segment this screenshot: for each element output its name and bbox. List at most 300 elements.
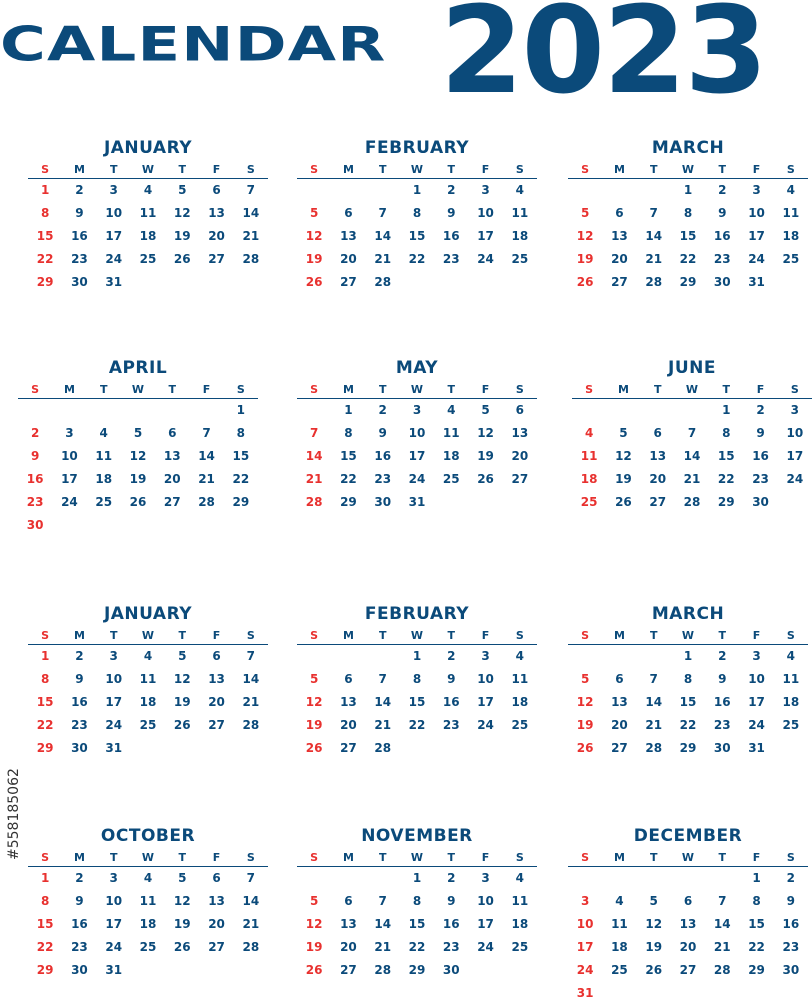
day-cell: 21	[242, 695, 260, 709]
day-cell: 16	[442, 229, 460, 243]
day-cell: 27	[611, 741, 628, 755]
day-cell: 23	[71, 252, 88, 266]
day-cell: 10	[477, 206, 494, 220]
day-cell: 17	[105, 695, 123, 709]
weekday-label: S	[310, 382, 319, 396]
day-cell: 29	[232, 495, 250, 509]
month-6	[572, 356, 812, 514]
day-cell: 29	[340, 495, 357, 509]
day-cell: 13	[511, 426, 529, 440]
weekday-label: M	[342, 162, 354, 176]
weekday-label: W	[141, 162, 155, 176]
day-cell: 25	[611, 963, 628, 977]
weekday-label: S	[581, 850, 590, 864]
weekday-label: T	[378, 628, 387, 642]
empty-cell	[568, 645, 602, 668]
month-3	[568, 136, 808, 294]
day-cell: 7	[378, 206, 387, 220]
day-cell: 27	[340, 963, 357, 977]
month-8	[297, 602, 537, 760]
day-cell: 11	[95, 449, 113, 463]
day-cell: 17	[748, 229, 765, 243]
weekday-label: S	[31, 382, 40, 396]
day-cell: 11	[139, 894, 157, 908]
day-grid	[297, 179, 537, 294]
weekday-label: S	[786, 850, 795, 864]
empty-cell	[572, 399, 606, 422]
day-cell: 19	[173, 229, 191, 243]
empty-cell	[675, 399, 709, 422]
day-cell: 8	[412, 206, 422, 220]
day-cell: 2	[447, 871, 456, 885]
weekday-label: F	[481, 628, 490, 642]
weekday-label: F	[212, 628, 221, 642]
day-grid	[28, 179, 268, 294]
weekday-label: W	[410, 628, 424, 642]
weekday-header	[28, 626, 268, 645]
day-cell: 12	[576, 695, 594, 709]
weekday-label: W	[681, 162, 695, 176]
empty-cell	[331, 645, 365, 668]
day-cell: 12	[477, 426, 494, 440]
weekday-label: W	[410, 382, 424, 396]
day-cell: 23	[26, 495, 44, 509]
day-cell: 21	[374, 252, 392, 266]
day-cell: 19	[477, 449, 494, 463]
day-cell: 24	[477, 252, 494, 266]
day-cell: 14	[242, 894, 260, 908]
day-cell: 17	[477, 695, 494, 709]
day-cell: 19	[173, 695, 191, 709]
day-cell: 17	[408, 449, 426, 463]
day-cell: 30	[71, 741, 88, 755]
day-cell: 25	[139, 718, 157, 732]
empty-cell	[189, 399, 223, 422]
day-cell: 30	[374, 495, 392, 509]
day-cell: 29	[748, 963, 765, 977]
day-cell: 26	[305, 963, 323, 977]
day-cell: 28	[242, 252, 260, 266]
day-cell: 1	[40, 649, 50, 663]
day-cell: 30	[782, 963, 800, 977]
day-cell: 22	[717, 472, 735, 486]
day-cell: 15	[408, 695, 426, 709]
day-cell: 7	[309, 426, 319, 440]
day-cell: 25	[511, 718, 529, 732]
day-cell: 2	[75, 871, 84, 885]
day-cell: 17	[105, 229, 123, 243]
weekday-label: M	[342, 628, 354, 642]
weekday-label: M	[73, 162, 85, 176]
day-cell: 5	[133, 426, 143, 440]
day-cell: 11	[511, 894, 529, 908]
empty-cell	[602, 867, 636, 890]
weekday-label: S	[790, 382, 799, 396]
weekday-label: S	[41, 162, 50, 176]
weekday-label: M	[73, 628, 85, 642]
day-cell: 21	[713, 940, 731, 954]
day-cell: 11	[139, 206, 157, 220]
day-cell: 22	[232, 472, 250, 486]
empty-cell	[87, 399, 121, 422]
day-cell: 9	[75, 672, 84, 686]
day-cell: 1	[752, 871, 761, 885]
empty-cell	[331, 867, 365, 890]
month-11	[297, 824, 537, 982]
weekday-label: T	[378, 162, 387, 176]
day-cell: 31	[105, 275, 123, 289]
weekday-header	[18, 380, 258, 399]
weekday-header	[568, 626, 808, 645]
day-cell: 28	[374, 741, 392, 755]
day-grid	[297, 645, 537, 760]
day-cell: 4	[515, 183, 525, 197]
day-cell: 18	[611, 940, 628, 954]
day-cell: 6	[212, 183, 221, 197]
day-cell: 21	[242, 229, 260, 243]
day-cell: 25	[511, 252, 529, 266]
day-cell: 16	[782, 917, 800, 931]
day-cell: 14	[645, 229, 663, 243]
day-cell: 12	[173, 206, 191, 220]
day-cell: 14	[305, 449, 323, 463]
weekday-label: S	[310, 628, 319, 642]
weekday-label: S	[581, 162, 590, 176]
weekday-label: T	[649, 850, 658, 864]
month-9	[568, 602, 808, 760]
weekday-label: S	[310, 850, 319, 864]
day-cell: 26	[173, 252, 191, 266]
weekday-label: T	[722, 382, 731, 396]
day-cell: 24	[477, 718, 494, 732]
weekday-label: W	[141, 628, 155, 642]
day-cell: 15	[748, 917, 765, 931]
day-cell: 19	[129, 472, 147, 486]
weekday-label: T	[718, 850, 727, 864]
month-name: FEBRUARY	[364, 604, 470, 624]
day-cell: 7	[378, 672, 387, 686]
day-cell: 4	[143, 871, 153, 885]
day-cell: 16	[374, 449, 392, 463]
weekday-label: F	[752, 162, 761, 176]
day-cell: 2	[75, 183, 84, 197]
day-cell: 25	[782, 252, 800, 266]
day-cell: 12	[173, 894, 191, 908]
weekday-label: F	[212, 162, 221, 176]
day-cell: 26	[305, 741, 323, 755]
calendar-title: CALENDAR	[0, 18, 387, 73]
day-cell: 8	[344, 426, 353, 440]
day-cell: 8	[683, 206, 693, 220]
day-cell: 10	[477, 672, 494, 686]
day-cell: 17	[61, 472, 78, 486]
day-cell: 20	[340, 252, 357, 266]
day-cell: 20	[611, 718, 628, 732]
day-cell: 27	[611, 275, 628, 289]
day-cell: 4	[447, 403, 456, 417]
day-cell: 28	[645, 741, 663, 755]
day-cell: 23	[442, 940, 460, 954]
day-cell: 22	[340, 472, 357, 486]
day-cell: 30	[713, 275, 731, 289]
day-cell: 13	[208, 206, 225, 220]
day-cell: 10	[576, 917, 594, 931]
weekday-label: S	[246, 628, 255, 642]
day-cell: 14	[242, 672, 260, 686]
weekday-label: M	[342, 382, 354, 396]
day-cell: 15	[340, 449, 357, 463]
day-cell: 2	[447, 183, 456, 197]
day-cell: 16	[713, 229, 731, 243]
weekday-label: F	[752, 850, 761, 864]
month-12	[568, 824, 808, 1005]
weekday-label: F	[481, 162, 490, 176]
day-grid	[568, 645, 808, 760]
weekday-label: W	[685, 382, 699, 396]
day-cell: 16	[442, 695, 460, 709]
day-cell: 27	[511, 472, 529, 486]
day-cell: 13	[611, 229, 628, 243]
day-cell: 13	[649, 449, 667, 463]
day-cell: 29	[717, 495, 735, 509]
day-cell: 12	[576, 229, 594, 243]
day-cell: 24	[748, 252, 765, 266]
day-cell: 5	[178, 183, 187, 197]
day-cell: 9	[75, 894, 84, 908]
day-cell: 13	[679, 917, 697, 931]
day-cell: 10	[105, 206, 123, 220]
day-cell: 26	[576, 741, 594, 755]
day-grid	[568, 867, 808, 1005]
day-cell: 13	[208, 672, 225, 686]
day-cell: 28	[374, 963, 392, 977]
day-cell: 6	[683, 894, 693, 908]
day-cell: 20	[611, 252, 628, 266]
weekday-label: F	[752, 628, 761, 642]
weekday-label: T	[168, 382, 177, 396]
day-cell: 3	[65, 426, 74, 440]
day-cell: 13	[163, 449, 181, 463]
day-cell: 15	[36, 229, 54, 243]
empty-cell	[297, 867, 331, 890]
day-cell: 10	[408, 426, 426, 440]
weekday-label: F	[212, 850, 221, 864]
day-cell: 19	[305, 940, 323, 954]
day-cell: 24	[61, 495, 78, 509]
weekday-label: T	[447, 382, 456, 396]
day-cell: 27	[208, 940, 225, 954]
day-cell: 24	[576, 963, 594, 977]
day-cell: 12	[305, 229, 323, 243]
day-cell: 21	[374, 718, 392, 732]
weekday-label: F	[481, 850, 490, 864]
day-cell: 21	[198, 472, 215, 486]
day-cell: 7	[649, 672, 658, 686]
day-cell: 10	[748, 672, 765, 686]
day-cell: 3	[790, 403, 800, 417]
empty-cell	[297, 179, 331, 202]
day-cell: 19	[645, 940, 663, 954]
day-cell: 4	[143, 649, 153, 663]
day-cell: 16	[71, 917, 88, 931]
day-cell: 27	[340, 741, 357, 755]
weekday-label: T	[447, 628, 456, 642]
day-cell: 31	[105, 963, 123, 977]
day-cell: 23	[71, 718, 88, 732]
day-cell: 4	[515, 871, 525, 885]
weekday-label: T	[109, 628, 118, 642]
day-cell: 26	[305, 275, 323, 289]
empty-cell	[366, 645, 400, 668]
day-cell: 24	[408, 472, 426, 486]
day-cell: 27	[679, 963, 697, 977]
weekday-label: T	[718, 628, 727, 642]
weekday-header	[568, 160, 808, 179]
day-cell: 30	[71, 275, 88, 289]
day-cell: 20	[511, 449, 529, 463]
day-cell: 10	[105, 672, 123, 686]
day-cell: 7	[718, 894, 727, 908]
weekday-label: T	[109, 162, 118, 176]
day-cell: 18	[782, 229, 800, 243]
day-cell: 8	[412, 672, 422, 686]
day-cell: 25	[511, 940, 529, 954]
day-grid	[297, 867, 537, 982]
day-cell: 13	[340, 229, 357, 243]
day-cell: 12	[615, 449, 632, 463]
day-cell: 4	[615, 894, 624, 908]
day-cell: 16	[71, 229, 88, 243]
weekday-label: F	[756, 382, 765, 396]
weekday-label: S	[786, 162, 795, 176]
day-cell: 1	[40, 183, 50, 197]
weekday-label: T	[653, 382, 662, 396]
weekday-label: S	[41, 850, 50, 864]
day-cell: 16	[442, 917, 460, 931]
empty-cell	[331, 179, 365, 202]
day-cell: 18	[442, 449, 460, 463]
month-name: MAY	[395, 358, 439, 378]
day-cell: 29	[408, 963, 426, 977]
day-cell: 29	[36, 275, 54, 289]
weekday-label: W	[410, 850, 424, 864]
empty-cell	[568, 179, 602, 202]
day-cell: 8	[40, 894, 50, 908]
month-name: MARCH	[651, 604, 725, 624]
day-cell: 14	[198, 449, 215, 463]
day-cell: 19	[576, 718, 594, 732]
day-cell: 1	[412, 649, 422, 663]
day-cell: 28	[198, 495, 215, 509]
weekday-label: S	[581, 628, 590, 642]
weekday-label: F	[481, 382, 490, 396]
day-cell: 24	[105, 252, 123, 266]
day-cell: 21	[242, 917, 260, 931]
day-cell: 19	[305, 252, 323, 266]
day-cell: 15	[679, 695, 697, 709]
day-cell: 31	[105, 741, 123, 755]
day-cell: 31	[408, 495, 426, 509]
day-cell: 28	[645, 275, 663, 289]
day-cell: 4	[786, 183, 796, 197]
day-cell: 23	[442, 252, 460, 266]
empty-cell	[602, 179, 636, 202]
day-cell: 13	[340, 917, 357, 931]
day-cell: 22	[36, 940, 54, 954]
weekday-header	[297, 848, 537, 867]
day-cell: 24	[748, 718, 765, 732]
day-cell: 20	[163, 472, 181, 486]
day-cell: 26	[173, 718, 191, 732]
day-cell: 17	[786, 449, 804, 463]
calendar-year: 2023	[440, 0, 766, 121]
day-cell: 23	[374, 472, 392, 486]
day-cell: 2	[30, 426, 40, 440]
day-cell: 14	[713, 917, 731, 931]
day-cell: 24	[477, 940, 494, 954]
day-cell: 15	[679, 229, 697, 243]
day-cell: 22	[36, 252, 54, 266]
day-grid	[28, 867, 268, 982]
day-cell: 19	[305, 718, 323, 732]
day-cell: 2	[378, 403, 387, 417]
weekday-label: S	[515, 162, 524, 176]
month-name: NOVEMBER	[361, 826, 473, 846]
day-cell: 5	[178, 871, 187, 885]
day-cell: 25	[139, 940, 157, 954]
day-cell: 9	[718, 672, 727, 686]
day-cell: 23	[782, 940, 800, 954]
day-cell: 24	[105, 940, 123, 954]
day-cell: 18	[580, 472, 598, 486]
empty-cell	[671, 867, 705, 890]
day-cell: 27	[340, 275, 357, 289]
weekday-label: T	[447, 850, 456, 864]
day-cell: 5	[580, 206, 590, 220]
day-cell: 1	[412, 871, 422, 885]
day-cell: 6	[344, 672, 353, 686]
day-cell: 27	[208, 718, 225, 732]
month-10	[28, 824, 268, 982]
day-cell: 21	[645, 252, 663, 266]
day-cell: 4	[584, 426, 594, 440]
weekday-label: M	[617, 382, 629, 396]
day-cell: 25	[782, 718, 800, 732]
day-cell: 26	[173, 940, 191, 954]
day-cell: 22	[748, 940, 765, 954]
empty-cell	[705, 867, 739, 890]
day-cell: 22	[408, 940, 426, 954]
day-cell: 3	[109, 649, 118, 663]
empty-cell	[568, 867, 602, 890]
weekday-label: T	[178, 628, 187, 642]
day-cell: 2	[756, 403, 765, 417]
empty-cell	[602, 645, 636, 668]
day-cell: 16	[26, 472, 44, 486]
day-cell: 1	[683, 183, 693, 197]
day-cell: 23	[71, 940, 88, 954]
day-cell: 17	[576, 940, 594, 954]
weekday-label: T	[649, 628, 658, 642]
day-cell: 17	[105, 917, 123, 931]
day-cell: 11	[511, 672, 529, 686]
day-cell: 8	[412, 894, 422, 908]
day-cell: 7	[649, 206, 658, 220]
day-cell: 11	[139, 672, 157, 686]
day-cell: 9	[756, 426, 765, 440]
day-cell: 3	[481, 649, 490, 663]
day-cell: 18	[511, 917, 529, 931]
